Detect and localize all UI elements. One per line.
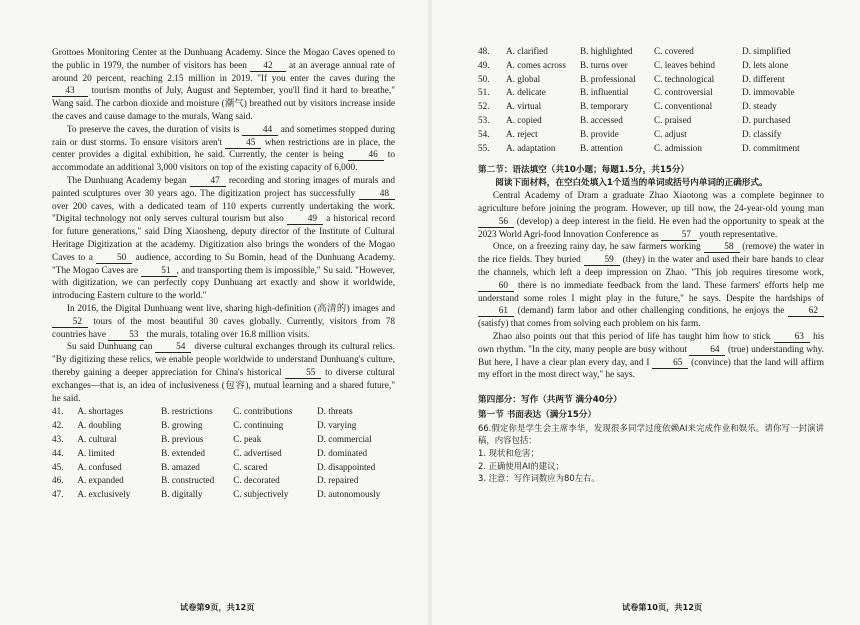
text: audience, according to Su Bomin, head of the Dunhuang Academy. "The Mogao Caves are xyxy=(52,252,396,276)
text: (they) in the water and used their bare hands to clear the channels, which left a deep impression on Zhao. "This job requires tiresome work, xyxy=(478,255,824,278)
option-row xyxy=(478,100,824,114)
question-number: 51. xyxy=(478,87,490,98)
question-number: 49. xyxy=(478,59,490,70)
question-number: 47. xyxy=(52,489,64,500)
writing-item-2: 2. 正确使用AI的建议； xyxy=(478,460,564,471)
passage-paragraph-3 xyxy=(52,175,395,303)
option-d: D. steady xyxy=(742,101,777,112)
option-row xyxy=(52,461,395,475)
blank-61: 61 xyxy=(478,306,514,317)
option-b: B. attention xyxy=(580,142,623,153)
option-c: C. advertised xyxy=(233,447,282,458)
question-number: 42. xyxy=(52,420,64,431)
option-b: B. amazed xyxy=(161,461,200,472)
blank-47: 47 xyxy=(190,176,226,187)
text: Zhao also points out that this period of life has taught him how to stick xyxy=(492,331,771,342)
blank-56: 56 xyxy=(478,217,514,228)
option-c: C. leaves behind xyxy=(654,59,715,70)
blank-49: 49 xyxy=(287,214,323,225)
option-a: A. adaptation xyxy=(506,142,556,153)
text: over 200 caves, with a dedicated team of 110 experts currently undertaking the work. "Digital technology not only serves cultural tourism but also xyxy=(52,201,395,225)
option-row xyxy=(478,59,824,73)
grammar-paragraph-1 xyxy=(478,190,824,241)
left-page xyxy=(0,0,428,625)
option-b: B. accessed xyxy=(580,114,623,125)
option-d: D. different xyxy=(742,73,785,84)
option-d: D. immovable xyxy=(742,87,795,98)
option-d: D. purchased xyxy=(742,114,791,125)
answer-options-41-47 xyxy=(52,405,395,502)
blank-53: 53 xyxy=(108,330,144,341)
option-a: A. clarified xyxy=(506,46,548,56)
question-number: 53. xyxy=(478,114,490,125)
option-c: C. adjust xyxy=(654,128,687,139)
option-row xyxy=(478,73,824,87)
text: To preserve the caves, the duration of visits is xyxy=(66,124,240,135)
question-number: 44. xyxy=(52,447,64,458)
option-a: A. copied xyxy=(506,114,542,125)
blank-44: 44 xyxy=(242,125,278,136)
writing-prompt: 66.假定你是学生会主席李华，发现很多同学过度依赖AI来完成作业和娱乐。请你写一封演讲稿，内容包括： xyxy=(478,422,824,446)
blank-51: 51 xyxy=(141,266,177,277)
text: Grottoes Monitoring Center at the Dunhuang Academy. Since the Mogao Caves opened to the public in 1979, the number of visitors has been xyxy=(52,48,395,71)
option-c: C. scared xyxy=(233,461,268,472)
option-a: A. confused xyxy=(77,461,122,472)
blank-64: 64 xyxy=(689,345,725,356)
option-b: B. previous xyxy=(161,433,204,444)
left-column xyxy=(52,47,395,502)
option-a: A. comes across xyxy=(506,59,566,70)
option-row xyxy=(52,405,395,419)
option-b: B. digitally xyxy=(161,489,203,500)
question-number: 55. xyxy=(478,142,490,153)
blank-45: 45 xyxy=(225,138,261,149)
text: tours of the most beautiful 30 caves globally. Currently, visitors from 78 countries have xyxy=(52,316,395,340)
question-number: 50. xyxy=(478,73,490,84)
option-d: D. autonomously xyxy=(317,489,381,500)
text: In 2016, the Digital Dunhuang went live, sharing high-definition (高清的) images and xyxy=(66,303,395,314)
option-c: C. conventional xyxy=(654,101,713,112)
right-page xyxy=(432,0,860,625)
page-footer-9: 试卷第9页，共12页 xyxy=(180,602,255,612)
text: a historical record for future generations," said Ding Xiaosheng, deputy director of the Institute of Cultural Heritage Digitization at the academy. Digitization also brings the wonders of the Mogao Caves to a xyxy=(52,214,396,263)
blank-50: 50 xyxy=(96,253,132,264)
text: and sometimes stopped during rain or dust storms. To ensure visitors aren't xyxy=(52,124,395,148)
text: to diverse cultural exchanges—that is, an idea of inclusiveness (包容), mutual learning and a shared future," he said. xyxy=(52,367,396,404)
option-row xyxy=(52,419,395,433)
passage-paragraph-1 xyxy=(52,47,395,124)
writing-section-title: 第一节 书面表达（满分15分） xyxy=(478,409,597,420)
option-a: A. delicate xyxy=(506,87,546,98)
writing-item-1: 1. 现状和危害； xyxy=(478,447,539,458)
grammar-paragraph-2 xyxy=(478,241,824,331)
option-row xyxy=(478,114,824,128)
option-a: A. global xyxy=(506,73,541,84)
blank-43: 43 xyxy=(52,86,88,97)
option-b: B. temporary xyxy=(580,101,629,112)
blank-60: 60 xyxy=(478,281,514,292)
passage-paragraph-5 xyxy=(52,341,395,405)
option-c: C. technological xyxy=(654,73,715,84)
blank-46: 46 xyxy=(348,150,384,161)
option-row xyxy=(478,128,824,142)
text: his own rhythm. "In the city, many people are busy without xyxy=(478,331,824,355)
right-column xyxy=(478,45,824,485)
option-c: C. admission xyxy=(654,142,702,153)
option-a: A. virtual xyxy=(506,101,542,112)
option-d: D. simplified xyxy=(742,46,791,56)
option-d: D. dominated xyxy=(317,447,368,458)
blank-48: 48 xyxy=(359,189,395,200)
text: diverse cultural exchanges through its cultural relics. "By digitizing these relics, we enable people worldwide to understand Dunhuang's culture, thereby gaining a deeper appreciation for China's historical xyxy=(52,342,395,378)
text: (convince) that the land will affirm my effort in the most direct way," he says. xyxy=(478,357,824,381)
option-b: B. professional xyxy=(580,73,636,84)
option-a: A. shortages xyxy=(77,406,124,417)
option-c: C. decorated xyxy=(233,475,280,486)
option-a: A. doubling xyxy=(77,420,122,431)
text: at an average annual rate of around 20 percent, reaching 2.15 million in 2019. "If you enter the caves during the xyxy=(52,60,396,84)
option-a: A. limited xyxy=(77,447,115,458)
option-b: B. turns over xyxy=(580,59,628,70)
text: (satisfy) that comes from solving each problem on his farm. xyxy=(478,319,701,330)
option-c: C. peak xyxy=(233,433,262,444)
option-d: D. classify xyxy=(742,128,782,139)
blank-54: 54 xyxy=(155,342,191,353)
option-d: D. threats xyxy=(317,406,353,417)
text: (remove) the water in the rice fields. They buried xyxy=(478,242,824,266)
writing-part-title: 第四部分：写作（共两节 满分40分） xyxy=(478,395,622,406)
passage-paragraph-2 xyxy=(52,124,395,175)
text: recording and storing images of murals and painted sculptures over 30 years ago. The digitization project has successfully xyxy=(52,175,396,199)
text: (develop) a deep interest in the field. He even had the opportunity to speak at the 2023 World Agri-food Innovation Conference as xyxy=(478,216,825,240)
text: (demand) farm labor and other challenging conditions, he enjoys the xyxy=(517,306,785,317)
question-number: 54. xyxy=(478,128,490,139)
option-d: D. commercial xyxy=(317,433,372,444)
blank-55: 55 xyxy=(285,368,321,379)
option-d: D. repaired xyxy=(317,475,359,486)
text: Once, on a freezing rainy day, he saw farmers working xyxy=(492,242,701,253)
option-a: A. cultural xyxy=(77,433,117,444)
question-number: 43. xyxy=(52,433,64,444)
option-row xyxy=(478,142,824,156)
option-c: C. controversial xyxy=(654,87,713,98)
blank-57: 57 xyxy=(661,230,697,241)
text: youth representative. xyxy=(699,229,778,240)
blank-65: 65 xyxy=(652,358,688,369)
grammar-section-title: 第二节：语法填空（共10小题；每题1.5分，共15分） xyxy=(478,165,690,176)
option-b: B. growing xyxy=(161,420,203,431)
blank-59: 59 xyxy=(584,255,620,266)
option-d: D. disappointed xyxy=(317,461,376,472)
text: The Dunhuang Academy began xyxy=(66,175,187,186)
option-row xyxy=(478,86,824,100)
option-row xyxy=(52,433,395,447)
text: Su said Dunhuang can xyxy=(66,342,153,353)
question-number: 41. xyxy=(52,406,64,417)
option-c: C. continuing xyxy=(233,420,284,431)
option-b: B. provide xyxy=(580,128,619,139)
option-row xyxy=(478,45,824,59)
text: there is no immediate feedback from the land. These farmers' efforts help me understand some roles I might play in the future," he says. Despite the hardships of xyxy=(478,280,825,304)
question-number: 52. xyxy=(478,101,490,112)
option-d: D. commitment xyxy=(742,142,800,153)
text: when restrictions are in place, the center provides a digital exhibition, he said. Currently, the center is being xyxy=(52,137,395,161)
blank-63: 63 xyxy=(774,332,810,343)
option-a: A. exclusively xyxy=(77,489,131,500)
option-d: D. varying xyxy=(317,420,357,431)
option-c: C. contributions xyxy=(233,406,293,417)
passage-paragraph-4 xyxy=(52,303,395,341)
question-number: 45. xyxy=(52,461,64,472)
text: to accommodate an additional 3,000 visitors on top of the existing capacity of 6,000. xyxy=(52,150,395,174)
text: the murals, totaling over 16.8 million visits. xyxy=(146,329,310,340)
option-d: D. lets alone xyxy=(742,59,789,70)
option-a: A. reject xyxy=(506,128,538,139)
option-b: B. constructed xyxy=(161,475,215,486)
text: Central Academy of Dram a graduate Zhao Xiaotong was a complete beginner to agriculture before joining the program. However, up till now, the 24-year-old young man xyxy=(478,191,824,214)
blank-62: 62 xyxy=(788,306,824,317)
blank-52: 52 xyxy=(52,317,88,328)
option-row xyxy=(52,488,395,502)
option-b: B. restrictions xyxy=(161,406,213,417)
page-footer-10: 试卷第10页，共12页 xyxy=(622,602,703,612)
question-number: 46. xyxy=(52,475,64,486)
option-c: C. subjectively xyxy=(233,489,289,500)
option-row xyxy=(52,474,395,488)
blank-42: 42 xyxy=(250,61,286,72)
grammar-instruction: 阅读下面材料，在空白处填入1个适当的单词或括号内单词的正确形式。 xyxy=(495,178,768,189)
option-b: B. highlighted xyxy=(580,46,633,56)
option-c: C. covered xyxy=(654,46,694,56)
text: (true) understanding why. But here, I have a clear plan every day, and I xyxy=(478,344,824,368)
option-c: C. praised xyxy=(654,114,692,125)
option-b: B. extended xyxy=(161,447,206,458)
option-a: A. expanded xyxy=(77,475,124,486)
writing-item-3: 3. 注意：写作词数应为80左右。 xyxy=(478,473,600,484)
answer-options-48-55 xyxy=(478,45,824,155)
grammar-paragraph-3 xyxy=(478,331,824,382)
text: , and transporting them is impossible," Su said. "However, with digitization, we can perfectly copy Dunhuang art exactly and show it worldwide, introducing Eastern culture to the world." xyxy=(52,265,396,302)
option-b: B. influential xyxy=(580,87,629,98)
text: tourism months of July, August and September, you'll find it hard to breathe," Wang said. The carbon dioxide and moisture (潮气) breathed out by visitors increase inside the caves and cause damage to the murals, Wang said. xyxy=(52,86,395,122)
option-row xyxy=(52,447,395,461)
blank-58: 58 xyxy=(704,242,740,253)
question-number: 48. xyxy=(478,46,490,56)
